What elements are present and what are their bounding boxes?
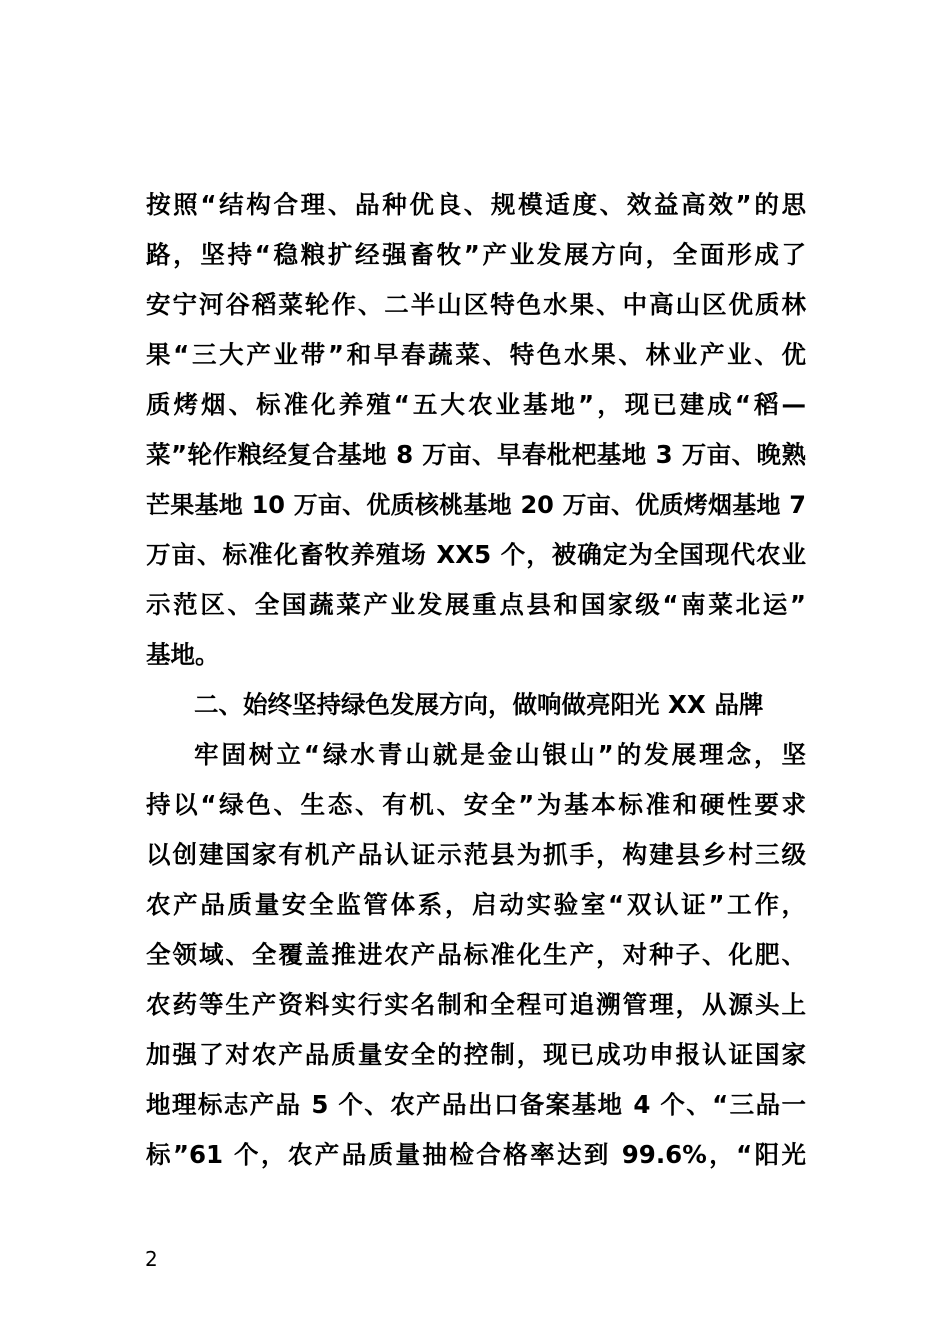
paragraph-1-line: 基地。: [146, 640, 220, 669]
paragraph-2-line: 全领域、全覆盖推进农产品标准化生产，对种子、化肥、: [146, 940, 806, 969]
paragraph-2-line: 牢固树立“绿水青山就是金山银山”的发展理念，坚: [194, 740, 806, 769]
paragraph-1-line: 路，坚持“稳粮扩经强畜牧”产业发展方向，全面形成了: [146, 240, 806, 269]
paragraph-1-line: 质烤烟、标准化养殖“五大农业基地”，现已建成“稻—: [146, 390, 806, 419]
paragraph-1-line: 按照“结构合理、品种优良、规模适度、效益高效”的思: [146, 190, 806, 219]
section-heading: 二、始终坚持绿色发展方向，做响做亮阳光 XX 品牌: [194, 690, 764, 719]
paragraph-1-line: 安宁河谷稻菜轮作、二半山区特色水果、中高山区优质林: [146, 290, 806, 319]
paragraph-2-line: 农产品质量安全监管体系，启动实验室“双认证”工作，: [146, 890, 806, 919]
paragraph-1-line: 菜”轮作粮经复合基地 8 万亩、早春枇杷基地 3 万亩、晚熟: [146, 440, 806, 469]
paragraph-2-line: 以创建国家有机产品认证示范县为抓手，构建县乡村三级: [146, 840, 806, 869]
paragraph-1-line: 示范区、全国蔬菜产业发展重点县和国家级“南菜北运”: [146, 590, 806, 619]
page-number: 2: [145, 1247, 158, 1271]
paragraph-2-line: 加强了对农产品质量安全的控制，现已成功申报认证国家: [146, 1040, 806, 1069]
paragraph-2-line: 农药等生产资料实行实名制和全程可追溯管理，从源头上: [146, 990, 806, 1019]
paragraph-1-line: 万亩、标准化畜牧养殖场 XX5 个，被确定为全国现代农业: [146, 540, 806, 569]
paragraph-1-line: 果“三大产业带”和早春蔬菜、特色水果、林业产业、优: [146, 340, 806, 369]
paragraph-2-line: 标”61 个，农产品质量抽检合格率达到 99.6%，“阳光: [146, 1140, 806, 1169]
paragraph-2-line: 地理标志产品 5 个、农产品出口备案基地 4 个、“三品一: [146, 1090, 806, 1119]
paragraph-2-line: 持以“绿色、生态、有机、安全”为基本标准和硬性要求: [146, 790, 806, 819]
paragraph-1-line: 芒果基地 10 万亩、优质核桃基地 20 万亩、优质烤烟基地 7: [146, 491, 806, 519]
